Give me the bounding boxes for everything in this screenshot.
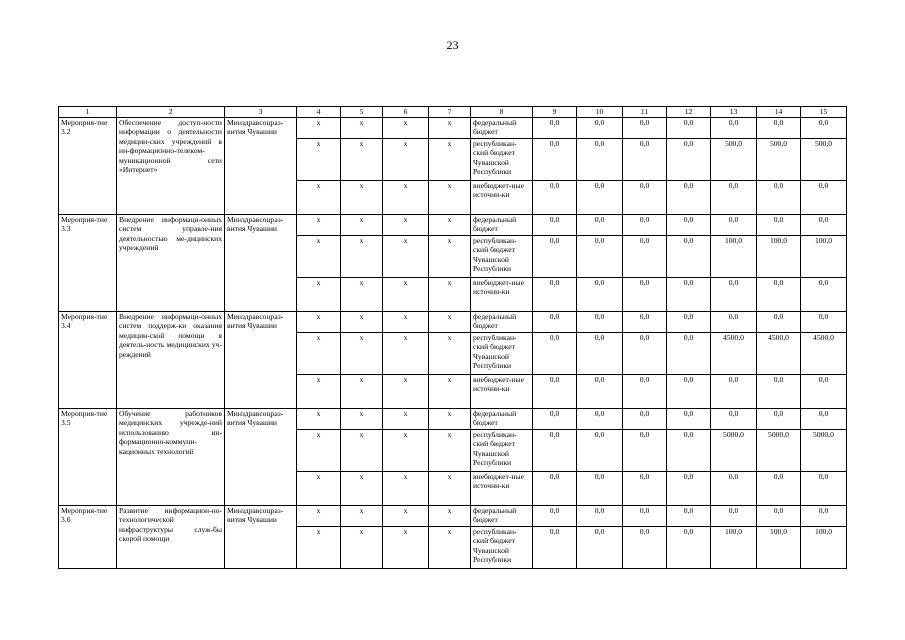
value-cell: 100,0 [711,527,757,569]
value-cell: 0,0 [757,181,801,215]
funding-source: республикан-ский бюджет Чувашской Республики [471,236,533,278]
value-cell: 0,0 [757,278,801,312]
value-cell: 0,0 [533,312,577,333]
code-cell: x [341,236,383,278]
code-cell: x [383,333,429,375]
value-cell: 0,0 [667,472,711,506]
column-number-header: 4 [297,107,341,118]
value-cell: 0,0 [801,312,847,333]
value-cell: 0,0 [711,375,757,409]
value-cell: 0,0 [533,333,577,375]
funding-source: республикан-ский бюджет Чувашской Республики [471,527,533,569]
code-cell: x [383,215,429,236]
value-cell: 0,0 [623,375,667,409]
code-cell: x [383,236,429,278]
value-cell: 0,0 [667,333,711,375]
code-cell: x [341,312,383,333]
column-number-header: 9 [533,107,577,118]
value-cell: 0,0 [623,139,667,181]
funding-source: республикан-ский бюджет Чувашской Республики [471,333,533,375]
column-number-header: 13 [711,107,757,118]
value-cell: 100,0 [757,236,801,278]
code-cell: x [297,215,341,236]
code-cell: x [383,181,429,215]
header-row [59,107,847,118]
funding-source: федеральный бюджет [471,215,533,236]
event-description: Обучение работников медицинских учрежде-ний использованию ин-формационно-коммуни-кационных технологий [117,409,225,506]
code-cell: x [341,375,383,409]
funding-source: республикан-ский бюджет Чувашской Республики [471,430,533,472]
code-cell: x [341,527,383,569]
value-cell: 0,0 [623,527,667,569]
value-cell: 0,0 [577,236,623,278]
value-cell: 0,0 [667,139,711,181]
event-name: Мероприя-тие 3.5 [59,409,117,506]
code-cell: x [341,506,383,527]
code-cell: x [341,333,383,375]
value-cell: 0,0 [577,278,623,312]
value-cell: 0,0 [577,215,623,236]
value-cell: 4500,0 [757,333,801,375]
event-description: Внедрение информаци-онных систем поддерж-ки оказания медицин-ской помощи в деятель-ность медицинских уч-реждений [117,312,225,409]
responsible-executor: Минздравсоцраз-вития Чувашии [225,118,297,215]
code-cell: x [429,506,471,527]
value-cell: 0,0 [667,236,711,278]
funding-source: республикан-ский бюджет Чувашской Республики [471,139,533,181]
value-cell: 0,0 [667,409,711,430]
value-cell: 0,0 [533,506,577,527]
funding-source: внебюджет-ные источни-ки [471,278,533,312]
column-number-header: 7 [429,107,471,118]
code-cell: x [429,236,471,278]
value-cell: 0,0 [577,139,623,181]
value-cell: 0,0 [667,527,711,569]
value-cell: 0,0 [577,430,623,472]
funding-source: федеральный бюджет [471,312,533,333]
program-table [58,106,847,569]
event-name: Мероприя-тие 3.3 [59,215,117,312]
column-number-header: 2 [117,107,225,118]
code-cell: x [297,527,341,569]
value-cell: 0,0 [667,118,711,139]
value-cell: 0,0 [757,118,801,139]
event-description: Обеспечение доступ-ности информации о деятельности медицин-ских учреждений в ин-формационно-телеком-муникационной сети «Интернет» [117,118,225,215]
value-cell: 0,0 [711,181,757,215]
value-cell: 0,0 [533,118,577,139]
code-cell: x [297,409,341,430]
column-number-header: 3 [225,107,297,118]
value-cell: 0,0 [623,236,667,278]
value-cell: 0,0 [533,527,577,569]
code-cell: x [297,312,341,333]
code-cell: x [383,278,429,312]
table-row [59,409,847,430]
value-cell: 0,0 [667,506,711,527]
value-cell: 0,0 [533,181,577,215]
value-cell: 0,0 [667,278,711,312]
table-row [59,118,847,139]
value-cell: 0,0 [533,472,577,506]
value-cell: 0,0 [757,409,801,430]
value-cell: 5000,0 [801,430,847,472]
value-cell: 4500,0 [711,333,757,375]
code-cell: x [341,118,383,139]
code-cell: x [341,215,383,236]
code-cell: x [429,118,471,139]
column-number-header: 12 [667,107,711,118]
value-cell: 0,0 [711,506,757,527]
page-number: 23 [446,38,459,52]
code-cell: x [297,118,341,139]
column-number-header: 5 [341,107,383,118]
column-number-header: 6 [383,107,429,118]
value-cell: 0,0 [623,472,667,506]
code-cell: x [383,139,429,181]
code-cell: x [297,472,341,506]
code-cell: x [341,430,383,472]
event-name: Мероприя-тие 3.6 [59,506,117,569]
value-cell: 0,0 [623,506,667,527]
event-description: Внедрение информаци-онных систем управле-ния деятельностью ме-дицинских учреждений [117,215,225,312]
code-cell: x [429,139,471,181]
value-cell: 0,0 [757,375,801,409]
value-cell: 100,0 [757,527,801,569]
code-cell: x [429,312,471,333]
funding-source: внебюджет-ные источни-ки [471,472,533,506]
code-cell: x [341,181,383,215]
code-cell: x [429,333,471,375]
value-cell: 0,0 [623,215,667,236]
column-number-header: 15 [801,107,847,118]
value-cell: 0,0 [533,430,577,472]
funding-source: федеральный бюджет [471,506,533,527]
table-row [59,506,847,527]
responsible-executor: Минздравсоцраз-вития Чувашии [225,312,297,409]
code-cell: x [341,278,383,312]
code-cell: x [383,430,429,472]
value-cell: 0,0 [801,181,847,215]
code-cell: x [383,506,429,527]
value-cell: 100,0 [801,236,847,278]
event-description: Развитие информацион-но-технологической инфраструктуры служ-бы скорой помощи [117,506,225,569]
code-cell: x [297,181,341,215]
value-cell: 0,0 [577,409,623,430]
value-cell: 0,0 [711,215,757,236]
column-number-header: 1 [59,107,117,118]
event-name: Мероприя-тие 3.2 [59,118,117,215]
value-cell: 0,0 [711,278,757,312]
value-cell: 0,0 [533,139,577,181]
value-cell: 500,0 [801,139,847,181]
value-cell: 0,0 [577,375,623,409]
column-number-header: 8 [471,107,533,118]
value-cell: 0,0 [801,506,847,527]
value-cell: 0,0 [623,409,667,430]
value-cell: 4500,0 [801,333,847,375]
code-cell: x [297,236,341,278]
funding-source: внебюджет-ные источни-ки [471,181,533,215]
value-cell: 0,0 [801,278,847,312]
code-cell: x [297,139,341,181]
value-cell: 0,0 [801,472,847,506]
code-cell: x [429,409,471,430]
code-cell: x [341,409,383,430]
code-cell: x [341,472,383,506]
value-cell: 0,0 [757,312,801,333]
value-cell: 0,0 [577,472,623,506]
code-cell: x [297,333,341,375]
code-cell: x [297,375,341,409]
value-cell: 0,0 [757,506,801,527]
value-cell: 0,0 [577,527,623,569]
responsible-executor: Минздравсоцраз-вития Чувашии [225,409,297,506]
value-cell: 0,0 [533,375,577,409]
responsible-executor: Минздравсоцраз-вития Чувашии [225,506,297,569]
code-cell: x [429,215,471,236]
value-cell: 0,0 [533,236,577,278]
value-cell: 0,0 [577,312,623,333]
value-cell: 0,0 [667,375,711,409]
value-cell: 500,0 [711,139,757,181]
code-cell: x [429,430,471,472]
funding-source: внебюджет-ные источни-ки [471,375,533,409]
code-cell: x [383,472,429,506]
event-name: Мероприя-тие 3.4 [59,312,117,409]
value-cell: 0,0 [711,472,757,506]
code-cell: x [429,527,471,569]
value-cell: 0,0 [801,375,847,409]
value-cell: 0,0 [577,333,623,375]
value-cell: 0,0 [623,333,667,375]
value-cell: 0,0 [801,409,847,430]
value-cell: 0,0 [623,312,667,333]
column-number-header: 10 [577,107,623,118]
value-cell: 0,0 [667,215,711,236]
table-row [59,215,847,236]
value-cell: 0,0 [711,312,757,333]
value-cell: 0,0 [577,118,623,139]
code-cell: x [383,118,429,139]
value-cell: 5000,0 [757,430,801,472]
table-row [59,312,847,333]
code-cell: x [383,409,429,430]
column-number-header: 11 [623,107,667,118]
value-cell: 0,0 [667,430,711,472]
value-cell: 0,0 [623,181,667,215]
value-cell: 0,0 [533,278,577,312]
value-cell: 0,0 [757,472,801,506]
code-cell: x [383,312,429,333]
code-cell: x [297,430,341,472]
value-cell: 500,0 [757,139,801,181]
funding-source: федеральный бюджет [471,409,533,430]
value-cell: 0,0 [577,181,623,215]
value-cell: 0,0 [757,215,801,236]
value-cell: 0,0 [711,409,757,430]
value-cell: 0,0 [711,118,757,139]
code-cell: x [429,375,471,409]
column-number-header: 14 [757,107,801,118]
code-cell: x [341,139,383,181]
value-cell: 0,0 [667,312,711,333]
responsible-executor: Минздравсоцраз-вития Чувашии [225,215,297,312]
value-cell: 0,0 [623,118,667,139]
code-cell: x [429,181,471,215]
value-cell: 0,0 [801,118,847,139]
code-cell: x [429,278,471,312]
code-cell: x [383,527,429,569]
funding-source: федеральный бюджет [471,118,533,139]
value-cell: 5000,0 [711,430,757,472]
value-cell: 100,0 [801,527,847,569]
value-cell: 0,0 [667,181,711,215]
value-cell: 0,0 [577,506,623,527]
value-cell: 0,0 [533,409,577,430]
value-cell: 0,0 [623,430,667,472]
value-cell: 100,0 [711,236,757,278]
code-cell: x [297,278,341,312]
value-cell: 0,0 [533,215,577,236]
value-cell: 0,0 [801,215,847,236]
code-cell: x [429,472,471,506]
value-cell: 0,0 [623,278,667,312]
code-cell: x [383,375,429,409]
code-cell: x [297,506,341,527]
